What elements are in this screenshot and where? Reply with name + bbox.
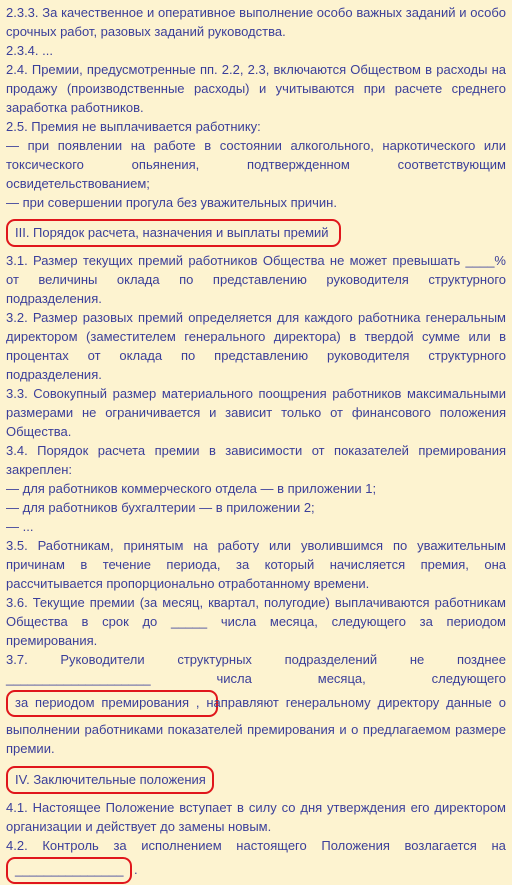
clause-3-7-word: структурных [177, 652, 252, 667]
clause-4-1: 4.1. Настоящее Положение вступает в силу со дня утверждения его директором организации и действует до замены новым. [6, 800, 506, 834]
clause-4-2-word: Положения [321, 838, 390, 853]
clause-3-7-circled-text: за периодом премирования [15, 695, 189, 710]
clause-2-4: 2.4. Премии, предусмотренные пп. 2.2, 2.3, включаются Обществом в расходы на продажу (производственные расходы) и учитываются при расчете среднего заработка работников. [6, 62, 506, 115]
clause-3-7-word: позднее [456, 652, 506, 667]
clause-4-2-period: . [134, 862, 138, 877]
clause-3-7-line-3 [6, 688, 506, 717]
clause-3-4: 3.4. Порядок расчета премии в зависимости от показателей премирования закреплен: [6, 443, 506, 477]
clause-2-5-item-2: — при совершении прогула без уважительных причин. [6, 195, 337, 210]
clause-2-3-4: 2.3.4. ... [6, 43, 53, 58]
section-3-heading-wrap [6, 219, 506, 245]
clause-3-7-word: месяца, [317, 671, 366, 686]
clause-3-7-word: Руководители [60, 652, 145, 667]
clause-3-7-word: 3.7. [6, 652, 28, 667]
clause-3-2: 3.2. Размер разовых премий определяется для каждого работника генеральным директором (заместителем генерального директора) в твердой сумме или в процентах от оклада по представлению руководителя структурного подразделения. [6, 310, 506, 382]
clause-3-3: 3.3. Совокупный размер материального поощрения работников максимальными размерами не ограничивается и зависит только от финансового положения Общества. [6, 386, 506, 439]
clause-4-2-word: исполнением [141, 838, 222, 853]
clause-3-7-line-1 [6, 650, 506, 669]
clause-4-2-word: настоящего [236, 838, 307, 853]
clause-3-7-word: следующего [431, 671, 506, 686]
clause-3-7-line-2 [6, 669, 506, 688]
clause-3-1: 3.1. Размер текущих премий работников Общества не может превышать ____% от величины оклада по представлению руководителя структурного подразделения. [6, 253, 506, 306]
clause-2-5: 2.5. Премия не выплачивается работнику: [6, 119, 261, 134]
clause-4-2-word: возлагается [404, 838, 477, 853]
clause-4-2-line-2 [6, 855, 506, 885]
clause-3-7-word: не [409, 652, 425, 667]
clause-3-7-blank: ____________________ [6, 671, 151, 686]
clause-3-4-item-3: — ... [6, 519, 34, 534]
clause-4-2-line-1 [6, 836, 506, 855]
section-3-heading: III. Порядок расчета, назначения и выплаты премий [15, 225, 329, 240]
clause-3-4-item-1: — для работников коммерческого отдела — в приложении 1; [6, 481, 377, 496]
clause-3-7-word: подразделений [284, 652, 378, 667]
clause-4-2-word: Контроль [42, 838, 99, 853]
clause-3-7-word: числа [216, 671, 252, 686]
clause-2-3-3: 2.3.3. За качественное и оперативное выполнение особо важных заданий и особо срочных работ, разовых заданий руководства. [6, 5, 506, 39]
clause-3-6: 3.6. Текущие премии (за месяц, квартал, полугодие) выплачиваются работникам Общества в срок до _____ числа месяца, следующего за периодом премирования. [6, 595, 506, 648]
clause-4-2-blank: _______________ [15, 862, 124, 877]
clause-3-7-continuation: , направляют генеральному директору данные о [195, 695, 506, 710]
clause-3-4-item-2: — для работников бухгалтерии — в приложении 2; [6, 500, 315, 515]
clause-3-7-tail: выполнении работниками показателей премирования и о предлагаемом размере премии. [6, 722, 506, 756]
clause-4-2-word: на [491, 838, 506, 853]
section-4-heading: IV. Заключительные положения [15, 772, 206, 787]
clause-2-5-item-1: — при появлении на работе в состоянии алкогольного, наркотического или токсического опьянения, подтвержденном соответствующим освидетельствованием; [6, 138, 506, 191]
clause-4-2-word: 4.2. [6, 838, 28, 853]
section-4-heading-wrap [6, 766, 506, 792]
clause-4-2-word: за [113, 838, 127, 853]
clause-3-5: 3.5. Работникам, принятым на работу или уволившимся по уважительным причинам в течение периода, за который начисляется премия, она рассчитывается пропорционально отработанному времени. [6, 538, 506, 591]
